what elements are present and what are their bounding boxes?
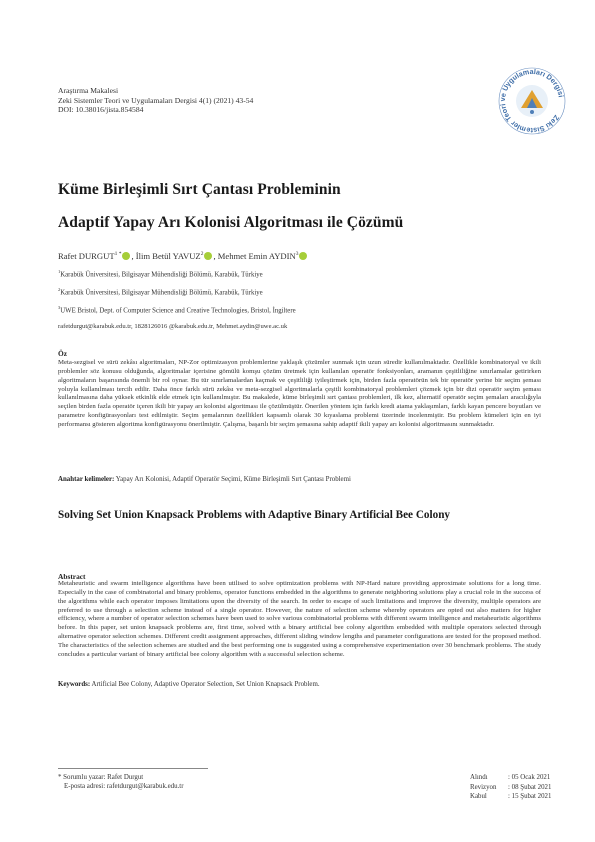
date-row xyxy=(470,792,551,802)
affiliation-sup: 3 xyxy=(58,305,61,310)
journal-seal-icon xyxy=(497,66,567,136)
abstract-heading: Abstract xyxy=(58,572,86,581)
keywords-en xyxy=(58,681,320,688)
date-label: Kabul xyxy=(470,793,487,801)
author-list: Rafet $DURGUT^{1 *}$ , İlim Betül YAVUZ$^2$ , Mehmet Emin AYDIN$^3$ xyxy=(58,251,308,261)
affiliation xyxy=(58,305,296,314)
journal-citation: Zeki Sistemler Teori ve Uygulamaları Dergisi 4(1) (2021) 43-54 xyxy=(58,95,254,105)
title-tr-line1: Küme Birleşimli Sırt Çantası Probleminin xyxy=(58,181,341,198)
keywords-en-label: Keywords: xyxy=(58,681,91,688)
title-en: Solving Set Union Knapsack Problems with Adaptive Binary Artificial Bee Colony xyxy=(58,509,451,521)
author-emails[interactable]: rafetdurgut@karabuk.edu.tr, 1828126016 @karabuk.edu.tr, Mehmet.aydin@uwe.ac.uk xyxy=(58,323,288,330)
author-sup: 1 * xyxy=(114,251,122,258)
date-value: : 08 Şubat 2021 xyxy=(508,783,552,791)
keywords-en-text: Artificial Bee Colony, Adaptive Operator Selection, Set Union Knapsack Problem. xyxy=(91,681,320,688)
affiliation-sup: 2 xyxy=(58,287,61,292)
affiliation-text: UWE Bristol, Dept. of Computer Science and Creative Technologies, Bristol, İngiltere xyxy=(60,307,296,315)
title-tr-line2: Adaptif Yapay Arı Kolonisi Algoritması ile Çözümü xyxy=(58,214,404,231)
ozet-text: Meta-sezgisel ve sürü zekâsı algoritmaları, NP-Zor optimizasyon problemlerine yaklaşık çözümler sunmak için uzun süredir kullanılmaktadır. Özellikle kombinatoryal ve ikili problemler söz konusu olduğunda, algoritmalar içerisine gömülü komşu çözüm üretmek için kullanılan operatör fonksiyonları, aramanın çeşitliliğine sınırlamalar getirirken algoritmaların başarısında önemli bir rol oynar. Bu tür sınırlamalardan kaçmak ve çeşitliliği iyileştirmek için, birden fazla operatörün tek bir operatör yerine bir seçim şeması yoluyla kullanılması tercih edilir. Daha önce farklı sürü zekâsı ve meta-sezgisel algoritmalarla çeşitli kombinatoryal problemleri çözmek için bir dizi operatör seçim şeması kullanılmasına daha yüksek etkinlik elde etmek için kullanılmıştır. Bu makalede, küme birleşimli sırt çantası problemleri, ilk kez, alternatif operatör seçim şemaları aracılığıyla seçilen birden fazla operatör içeren ikili bir yapay arı kolonisi algoritması ile çözülmüştür. Önerilen yöntem için farklı kredi atama yaklaşımları, farklı kayan pencere boyutları ve parametre konfigürasyonları test edilmiştir. Seçim şemalarının özellikleri kapsamlı olarak 30 kıyaslama problemi üzerinde incelenmiştir. Bu problem kümeleri için en iyi performansı gösteren algoritma konfigürasyonu önerilmiştir. Çalışma, başarılı bir seçim şemasına sahip adaptif ikili yapay arı kolonisi algoritmasını sunmaktadır. xyxy=(58,359,541,428)
corresponding-email[interactable]: E-posta adresi: rafetdurgut@karabuk.edu.tr xyxy=(64,783,184,791)
footnote-divider xyxy=(58,768,208,769)
date-value: : 05 Ocak 2021 xyxy=(508,774,551,781)
date-row xyxy=(470,783,551,793)
date-label: Revizyon xyxy=(470,783,497,791)
ozet-heading: Öz xyxy=(58,349,68,358)
orcid-icon[interactable] xyxy=(204,252,212,260)
affiliation-text: Karabük Üniversitesi, Bilgisayar Mühendisliği Bölümü, Karabük, Türkiye xyxy=(60,289,263,297)
journal-header xyxy=(58,86,253,115)
seal-ring-text: Zeki Sistemler Teori ve Uygulamaları Dergisi xyxy=(497,66,566,136)
date-row xyxy=(470,773,551,783)
keywords-tr xyxy=(58,476,351,483)
date-value: : 15 Şubat 2021 xyxy=(508,793,552,801)
corresponding-author: * Sorumlu yazar: Rafet Durgut xyxy=(58,774,144,781)
abstract-text: Metaheuristic and swarm intelligence algorithms have been utilised to solve optimization problems with NP-Hard nature providing approximate solutions for a long time. Especially in the case of combinatorial and binary problems, operator functions embedded in the algorithms to generate neighboring solutions play a crucial role in the success of the algorithms while each operator imposes limitations upon the diversity of the search. In order to escape of such limitations and improve the diversity, multiple operators are preferred to use through a selection scheme instead of a single operator. However, the nature of selection scheme whereby operators are opted out also matters for higher efficiency, where a number of operator selection schemes have been used to solve various combinatorial problems with different swarm intelligence and metaheuristic algorithms before. In this paper, set union knapsack problems are, first time, solved with a binary artificial bee colony algorithm embedded with multiple operators selected through alternative operator selection schemes. Different credit assignment approaches, different sliding window lengths and parameter configurations are tested for the proposed method. The characteristics of the selection schemes are studied and the best performing one is suggested using a comprehensive experimentation over 30 benchmark problems. The study concludes a particular variant of binary artificial bee colony algorithm with a successful selection scheme. xyxy=(58,580,541,658)
article-type: Araştırma Makalesi xyxy=(58,86,119,95)
author-sup: 2 xyxy=(200,251,204,258)
affiliation-text: Karabük Üniversitesi, Bilgisayar Mühendisliği Bölümü, Karabük, Türkiye xyxy=(60,271,263,279)
orcid-icon[interactable] xyxy=(299,252,307,260)
footnote xyxy=(58,773,184,792)
doi-link[interactable]: DOI: 10.38016/jista.854584 xyxy=(58,105,144,115)
affiliation-sup: 1 xyxy=(58,269,61,274)
orcid-icon[interactable] xyxy=(122,252,130,260)
author-name: İlim Betül YAVUZ xyxy=(135,251,201,261)
affiliation xyxy=(58,287,263,296)
author-name: Rafet DURGUT xyxy=(58,251,115,261)
keywords-tr-text: Yapay Arı Kolonisi, Adaptif Operatör Seçimi, Küme Birleşimli Sırt Çantası Problemi xyxy=(115,476,351,483)
submission-dates xyxy=(470,773,551,802)
keywords-tr-label: Anahtar kelimeler: xyxy=(58,476,115,483)
author-name: Mehmet Emin AYDIN xyxy=(217,251,296,261)
affiliation xyxy=(58,269,263,278)
author-sup: 3 xyxy=(295,251,299,258)
date-label: Alındı xyxy=(470,774,488,781)
